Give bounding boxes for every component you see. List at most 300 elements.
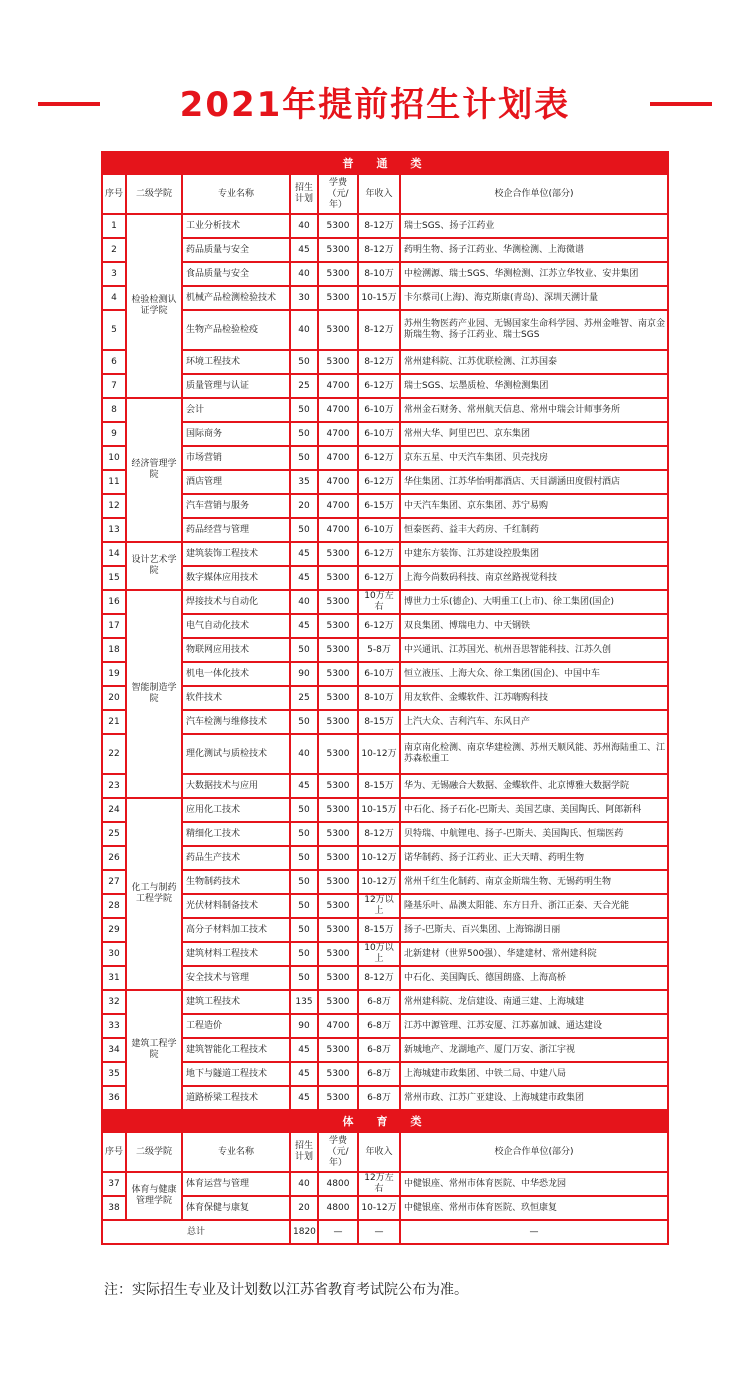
major-name: 建筑智能化工程技术 <box>182 1038 290 1062</box>
row-number: 20 <box>102 686 126 710</box>
enrollment-plan: 45 <box>290 542 318 566</box>
tuition-fee: 5300 <box>318 214 358 238</box>
enrollment-plan: 50 <box>290 966 318 990</box>
tuition-fee: 5300 <box>318 822 358 846</box>
row-number: 27 <box>102 870 126 894</box>
annual-income: 6-8万 <box>358 1014 400 1038</box>
table-row <box>102 894 668 918</box>
table-row <box>102 1014 668 1038</box>
table-row <box>102 1196 668 1220</box>
annual-income: 8-15万 <box>358 710 400 734</box>
enrollment-plan: 50 <box>290 422 318 446</box>
major-name: 数字媒体应用技术 <box>182 566 290 590</box>
tuition-fee: 5300 <box>318 870 358 894</box>
college-name: 检验检测认证学院 <box>126 214 182 398</box>
total-fee: — <box>318 1220 358 1244</box>
row-number: 11 <box>102 470 126 494</box>
row-number: 17 <box>102 614 126 638</box>
row-number: 28 <box>102 894 126 918</box>
major-name: 汽车营销与服务 <box>182 494 290 518</box>
tuition-fee: 5300 <box>318 894 358 918</box>
enrollment-plan: 50 <box>290 638 318 662</box>
partner-companies: 药明生物、扬子江药业、华测检测、上海微谱 <box>400 238 668 262</box>
partner-companies: 常州建科院、江苏优联检测、江苏国泰 <box>400 350 668 374</box>
row-number: 33 <box>102 1014 126 1038</box>
footnote: 注：实际招生专业及计划数以江苏省教育考试院公布为准。 <box>104 1282 468 1298</box>
tuition-fee: 5300 <box>318 262 358 286</box>
table-row <box>102 470 668 494</box>
tuition-fee: 5300 <box>318 614 358 638</box>
major-name: 酒店管理 <box>182 470 290 494</box>
tuition-fee: 5300 <box>318 542 358 566</box>
college-name: 体育与健康管理学院 <box>126 1172 182 1220</box>
major-name: 焊接技术与自动化 <box>182 590 290 614</box>
tuition-fee: 5300 <box>318 798 358 822</box>
partner-companies: 中兴通讯、江苏国光、杭州吾思智能科技、江苏久创 <box>400 638 668 662</box>
table-row <box>102 734 668 774</box>
annual-income: 6-15万 <box>358 494 400 518</box>
header-partners: 校企合作单位(部分) <box>400 174 668 214</box>
header-no: 序号 <box>102 174 126 214</box>
enrollment-plan: 90 <box>290 1014 318 1038</box>
major-name: 环境工程技术 <box>182 350 290 374</box>
table-row <box>102 1038 668 1062</box>
header-partners: 校企合作单位(部分) <box>400 1132 668 1172</box>
annual-income: 8-12万 <box>358 822 400 846</box>
partner-companies: 恒泰医药、益丰大药房、千红制药 <box>400 518 668 542</box>
enrollment-plan: 30 <box>290 286 318 310</box>
table-row <box>102 566 668 590</box>
enrollment-plan: 50 <box>290 798 318 822</box>
major-name: 工业分析技术 <box>182 214 290 238</box>
annual-income: 8-10万 <box>358 262 400 286</box>
enrollment-plan: 45 <box>290 566 318 590</box>
major-name: 质量管理与认证 <box>182 374 290 398</box>
tuition-fee: 5300 <box>318 638 358 662</box>
section-sports <box>102 1110 668 1132</box>
annual-income: 6-12万 <box>358 614 400 638</box>
tuition-fee: 5300 <box>318 590 358 614</box>
partner-companies: 用友软件、金蝶软件、江苏嗨购科技 <box>400 686 668 710</box>
tuition-fee: 5300 <box>318 350 358 374</box>
partner-companies: 苏州生物医药产业园、无锡国家生命科学园、苏州金唯智、南京金斯瑞生物、扬子江药业、瑞士SGS <box>400 310 668 350</box>
enrollment-plan: 45 <box>290 1038 318 1062</box>
college-name: 设计艺术学院 <box>126 542 182 590</box>
tuition-fee: 4700 <box>318 494 358 518</box>
table-row <box>102 1062 668 1086</box>
table-row <box>102 846 668 870</box>
header-income: 年收入 <box>358 1132 400 1172</box>
major-name: 会计 <box>182 398 290 422</box>
annual-income: 6-8万 <box>358 1062 400 1086</box>
section-general <box>102 152 668 174</box>
table-row <box>102 710 668 734</box>
major-name: 建筑工程技术 <box>182 990 290 1014</box>
page-title: 2021年提前招生计划表 <box>179 85 571 125</box>
annual-income: 8-12万 <box>358 238 400 262</box>
header-college: 二级学院 <box>126 174 182 214</box>
annual-income: 5-8万 <box>358 638 400 662</box>
annual-income: 6-8万 <box>358 990 400 1014</box>
major-name: 高分子材料加工技术 <box>182 918 290 942</box>
enrollment-plan: 135 <box>290 990 318 1014</box>
total-row <box>102 1220 668 1244</box>
major-name: 市场营销 <box>182 446 290 470</box>
enrollment-plan: 50 <box>290 894 318 918</box>
major-name: 理化测试与质检技术 <box>182 734 290 774</box>
tuition-fee: 4700 <box>318 518 358 542</box>
row-number: 3 <box>102 262 126 286</box>
partner-companies: 博世力士乐(德企)、大明重工(上市)、徐工集团(国企) <box>400 590 668 614</box>
enrollment-plan: 50 <box>290 846 318 870</box>
partner-companies: 中检溯源、瑞士SGS、华测检测、江苏立华牧业、安井集团 <box>400 262 668 286</box>
partner-companies: 华住集团、江苏华怡明都酒店、天目湖涵田度假村酒店 <box>400 470 668 494</box>
tuition-fee: 5300 <box>318 1062 358 1086</box>
enrollment-plan: 25 <box>290 686 318 710</box>
annual-income: 10-12万 <box>358 870 400 894</box>
header-college: 二级学院 <box>126 1132 182 1172</box>
annual-income: 8-12万 <box>358 966 400 990</box>
row-number: 4 <box>102 286 126 310</box>
row-number: 2 <box>102 238 126 262</box>
header-plan: 招生计划 <box>290 1132 318 1172</box>
tuition-fee: 5300 <box>318 846 358 870</box>
section-sports-label: 体 育 类 <box>102 1110 668 1132</box>
table-row <box>102 214 668 238</box>
tuition-fee: 5300 <box>318 662 358 686</box>
major-name: 食品质量与安全 <box>182 262 290 286</box>
partner-companies: 诺华制药、扬子江药业、正大天晴、药明生物 <box>400 846 668 870</box>
enrollment-plan: 50 <box>290 518 318 542</box>
partner-companies: 中健银座、常州市体育医院、中华恐龙园 <box>400 1172 668 1196</box>
partner-companies: 中天汽车集团、京东集团、苏宁易购 <box>400 494 668 518</box>
row-number: 29 <box>102 918 126 942</box>
partner-companies: 上汽大众、吉利汽车、东风日产 <box>400 710 668 734</box>
partner-companies: 上海城建市政集团、中铁二局、中建八局 <box>400 1062 668 1086</box>
header-fee: 学费（元/年） <box>318 174 358 214</box>
annual-income: 6-8万 <box>358 1038 400 1062</box>
enrollment-plan: 45 <box>290 1062 318 1086</box>
table-row <box>102 774 668 798</box>
table-row <box>102 990 668 1014</box>
major-name: 生物产品检验检疫 <box>182 310 290 350</box>
partner-companies: 新城地产、龙湖地产、厦门万安、浙江宇视 <box>400 1038 668 1062</box>
annual-income: 8-10万 <box>358 686 400 710</box>
annual-income: 6-8万 <box>358 1086 400 1110</box>
enrollment-plan: 20 <box>290 494 318 518</box>
title-bar <box>0 80 750 130</box>
tuition-fee: 5300 <box>318 1086 358 1110</box>
enrollment-plan: 45 <box>290 1086 318 1110</box>
row-number: 6 <box>102 350 126 374</box>
tuition-fee: 5300 <box>318 774 358 798</box>
annual-income: 6-12万 <box>358 542 400 566</box>
row-number: 7 <box>102 374 126 398</box>
row-number: 16 <box>102 590 126 614</box>
enrollment-plan: 40 <box>290 214 318 238</box>
row-number: 26 <box>102 846 126 870</box>
college-name: 智能制造学院 <box>126 590 182 798</box>
partner-companies: 贝特瑞、中航锂电、扬子-巴斯夫、美国陶氏、恒瑞医药 <box>400 822 668 846</box>
annual-income: 6-10万 <box>358 422 400 446</box>
table-row <box>102 1086 668 1110</box>
table-row <box>102 918 668 942</box>
row-number: 1 <box>102 214 126 238</box>
major-name: 物联网应用技术 <box>182 638 290 662</box>
table-row <box>102 422 668 446</box>
row-number: 13 <box>102 518 126 542</box>
tuition-fee: 4800 <box>318 1172 358 1196</box>
college-name: 建筑工程学院 <box>126 990 182 1110</box>
total-partners: — <box>400 1220 668 1244</box>
partner-companies: 恒立液压、上海大众、徐工集团(国企)、中国中车 <box>400 662 668 686</box>
annual-income: 12万左右 <box>358 1172 400 1196</box>
enrollment-plan: 35 <box>290 470 318 494</box>
annual-income: 8-12万 <box>358 214 400 238</box>
tuition-fee: 4700 <box>318 422 358 446</box>
tuition-fee: 4700 <box>318 1014 358 1038</box>
row-number: 32 <box>102 990 126 1014</box>
annual-income: 8-15万 <box>358 774 400 798</box>
row-number: 8 <box>102 398 126 422</box>
header-row-sports <box>102 1132 668 1172</box>
tuition-fee: 5300 <box>318 1038 358 1062</box>
enrollment-plan: 50 <box>290 942 318 966</box>
enrollment-plan: 40 <box>290 310 318 350</box>
tuition-fee: 4700 <box>318 470 358 494</box>
enrollment-plan: 45 <box>290 614 318 638</box>
row-number: 36 <box>102 1086 126 1110</box>
tuition-fee: 5300 <box>318 710 358 734</box>
tuition-fee: 5300 <box>318 734 358 774</box>
row-number: 15 <box>102 566 126 590</box>
row-number: 30 <box>102 942 126 966</box>
partner-companies: 中健银座、常州市体育医院、玖恒康复 <box>400 1196 668 1220</box>
row-number: 37 <box>102 1172 126 1196</box>
row-number: 35 <box>102 1062 126 1086</box>
college-name: 化工与制药工程学院 <box>126 798 182 990</box>
annual-income: 10-15万 <box>358 798 400 822</box>
header-plan: 招生计划 <box>290 174 318 214</box>
enrollment-plan: 20 <box>290 1196 318 1220</box>
row-number: 21 <box>102 710 126 734</box>
total-plan: 1820 <box>290 1220 318 1244</box>
row-number: 18 <box>102 638 126 662</box>
table-row <box>102 590 668 614</box>
annual-income: 6-12万 <box>358 470 400 494</box>
major-name: 电气自动化技术 <box>182 614 290 638</box>
enrollment-plan: 40 <box>290 734 318 774</box>
partner-companies: 隆基乐叶、晶澳太阳能、东方日升、浙江正泰、天合光能 <box>400 894 668 918</box>
row-number: 31 <box>102 966 126 990</box>
partner-companies: 京东五星、中天汽车集团、贝壳找房 <box>400 446 668 470</box>
table-row <box>102 638 668 662</box>
total-label: 总计 <box>102 1220 290 1244</box>
tuition-fee: 5300 <box>318 966 358 990</box>
table-row <box>102 446 668 470</box>
tuition-fee: 5300 <box>318 942 358 966</box>
header-income: 年收入 <box>358 174 400 214</box>
tuition-fee: 4700 <box>318 374 358 398</box>
major-name: 工程造价 <box>182 1014 290 1038</box>
row-number: 22 <box>102 734 126 774</box>
total-income: — <box>358 1220 400 1244</box>
annual-income: 10-12万 <box>358 1196 400 1220</box>
annual-income: 12万以上 <box>358 894 400 918</box>
row-number: 23 <box>102 774 126 798</box>
header-row-general <box>102 174 668 214</box>
table-row <box>102 966 668 990</box>
major-name: 生物制药技术 <box>182 870 290 894</box>
table-row <box>102 518 668 542</box>
table-row <box>102 1172 668 1196</box>
table-row <box>102 662 668 686</box>
partner-companies: 中石化、美国陶氏、德国朗盛、上海高桥 <box>400 966 668 990</box>
partner-companies: 中建东方装饰、江苏建设控股集团 <box>400 542 668 566</box>
annual-income: 10-12万 <box>358 846 400 870</box>
annual-income: 10万以上 <box>358 942 400 966</box>
partner-companies: 常州市政、江苏广亚建设、上海城建市政集团 <box>400 1086 668 1110</box>
partner-companies: 瑞士SGS、扬子江药业 <box>400 214 668 238</box>
annual-income: 8-15万 <box>358 918 400 942</box>
header-major: 专业名称 <box>182 174 290 214</box>
row-number: 24 <box>102 798 126 822</box>
table-row <box>102 798 668 822</box>
title-divider-left <box>38 102 100 106</box>
annual-income: 10-12万 <box>358 734 400 774</box>
header-fee: 学费（元/年） <box>318 1132 358 1172</box>
enrollment-plan: 40 <box>290 1172 318 1196</box>
header-no: 序号 <box>102 1132 126 1172</box>
table-row <box>102 262 668 286</box>
major-name: 道路桥梁工程技术 <box>182 1086 290 1110</box>
major-name: 地下与隧道工程技术 <box>182 1062 290 1086</box>
table-row <box>102 350 668 374</box>
partner-companies: 中石化、扬子石化-巴斯夫、美国艺康、美国陶氏、阿郎新科 <box>400 798 668 822</box>
tuition-fee: 4700 <box>318 446 358 470</box>
annual-income: 10-15万 <box>358 286 400 310</box>
row-number: 5 <box>102 310 126 350</box>
enrollment-plan: 40 <box>290 590 318 614</box>
row-number: 25 <box>102 822 126 846</box>
enrollment-plan: 90 <box>290 662 318 686</box>
table-row <box>102 542 668 566</box>
major-name: 体育运营与管理 <box>182 1172 290 1196</box>
partner-companies: 扬子-巴斯夫、百兴集团、上海锦湖日丽 <box>400 918 668 942</box>
table-row <box>102 822 668 846</box>
header-major: 专业名称 <box>182 1132 290 1172</box>
tuition-fee: 5300 <box>318 990 358 1014</box>
major-name: 药品生产技术 <box>182 846 290 870</box>
major-name: 应用化工技术 <box>182 798 290 822</box>
tuition-fee: 5300 <box>318 238 358 262</box>
table-row <box>102 310 668 350</box>
annual-income: 6-12万 <box>358 446 400 470</box>
annual-income: 6-10万 <box>358 662 400 686</box>
table-row <box>102 870 668 894</box>
major-name: 安全技术与管理 <box>182 966 290 990</box>
table-row <box>102 238 668 262</box>
section-general-label: 普 通 类 <box>102 152 668 174</box>
enrollment-plan: 45 <box>290 774 318 798</box>
tuition-fee: 4700 <box>318 398 358 422</box>
partner-companies: 瑞士SGS、坛墨质检、华测检测集团 <box>400 374 668 398</box>
major-name: 药品质量与安全 <box>182 238 290 262</box>
partner-companies: 江苏中源管理、江苏安厦、江苏嘉加诚、通达建设 <box>400 1014 668 1038</box>
major-name: 建筑材料工程技术 <box>182 942 290 966</box>
major-name: 汽车检测与维修技术 <box>182 710 290 734</box>
partner-companies: 华为、无锡融合大数据、金蝶软件、北京博雅大数据学院 <box>400 774 668 798</box>
row-number: 38 <box>102 1196 126 1220</box>
tuition-fee: 5300 <box>318 566 358 590</box>
row-number: 19 <box>102 662 126 686</box>
partner-companies: 常州大华、阿里巴巴、京东集团 <box>400 422 668 446</box>
partner-companies: 南京南化检测、南京华建检测、苏州天顺风能、苏州海陆重工、江苏森松重工 <box>400 734 668 774</box>
annual-income: 8-12万 <box>358 350 400 374</box>
tuition-fee: 5300 <box>318 918 358 942</box>
enrollment-plan: 50 <box>290 398 318 422</box>
partner-companies: 常州千红生化制药、南京金斯瑞生物、无锡药明生物 <box>400 870 668 894</box>
partner-companies: 北新建材（世界500强）、华建建材、常州建科院 <box>400 942 668 966</box>
major-name: 大数据技术与应用 <box>182 774 290 798</box>
table-row <box>102 614 668 638</box>
enrollment-plan: 50 <box>290 870 318 894</box>
major-name: 软件技术 <box>182 686 290 710</box>
major-name: 精细化工技术 <box>182 822 290 846</box>
tuition-fee: 5300 <box>318 286 358 310</box>
college-name: 经济管理学院 <box>126 398 182 542</box>
enrollment-plan: 50 <box>290 446 318 470</box>
major-name: 国际商务 <box>182 422 290 446</box>
row-number: 9 <box>102 422 126 446</box>
table-row <box>102 374 668 398</box>
tuition-fee: 4800 <box>318 1196 358 1220</box>
row-number: 34 <box>102 1038 126 1062</box>
enrollment-plan: 40 <box>290 262 318 286</box>
partner-companies: 上海今尚数码科技、南京丝路视觉科技 <box>400 566 668 590</box>
annual-income: 10万左右 <box>358 590 400 614</box>
annual-income: 6-10万 <box>358 518 400 542</box>
enrollment-plan: 50 <box>290 350 318 374</box>
enrollment-plan: 50 <box>290 918 318 942</box>
annual-income: 6-12万 <box>358 566 400 590</box>
major-name: 体育保健与康复 <box>182 1196 290 1220</box>
row-number: 14 <box>102 542 126 566</box>
major-name: 机电一体化技术 <box>182 662 290 686</box>
tuition-fee: 5300 <box>318 310 358 350</box>
table-row <box>102 494 668 518</box>
partner-companies: 卡尔蔡司(上海)、海克斯康(青岛)、深圳天溯计量 <box>400 286 668 310</box>
table-row <box>102 686 668 710</box>
major-name: 建筑装饰工程技术 <box>182 542 290 566</box>
table-row <box>102 286 668 310</box>
enrollment-plan: 50 <box>290 710 318 734</box>
enrollment-plan: 50 <box>290 822 318 846</box>
partner-companies: 常州建科院、龙信建设、南通三建、上海城建 <box>400 990 668 1014</box>
partner-companies: 双良集团、博瑞电力、中天钢铁 <box>400 614 668 638</box>
annual-income: 6-10万 <box>358 398 400 422</box>
enrollment-plan: 25 <box>290 374 318 398</box>
table-row <box>102 942 668 966</box>
enrollment-plan: 45 <box>290 238 318 262</box>
annual-income: 6-12万 <box>358 374 400 398</box>
tuition-fee: 5300 <box>318 686 358 710</box>
row-number: 10 <box>102 446 126 470</box>
major-name: 机械产品检测检验技术 <box>182 286 290 310</box>
annual-income: 8-12万 <box>358 310 400 350</box>
major-name: 药品经营与管理 <box>182 518 290 542</box>
table-row <box>102 398 668 422</box>
